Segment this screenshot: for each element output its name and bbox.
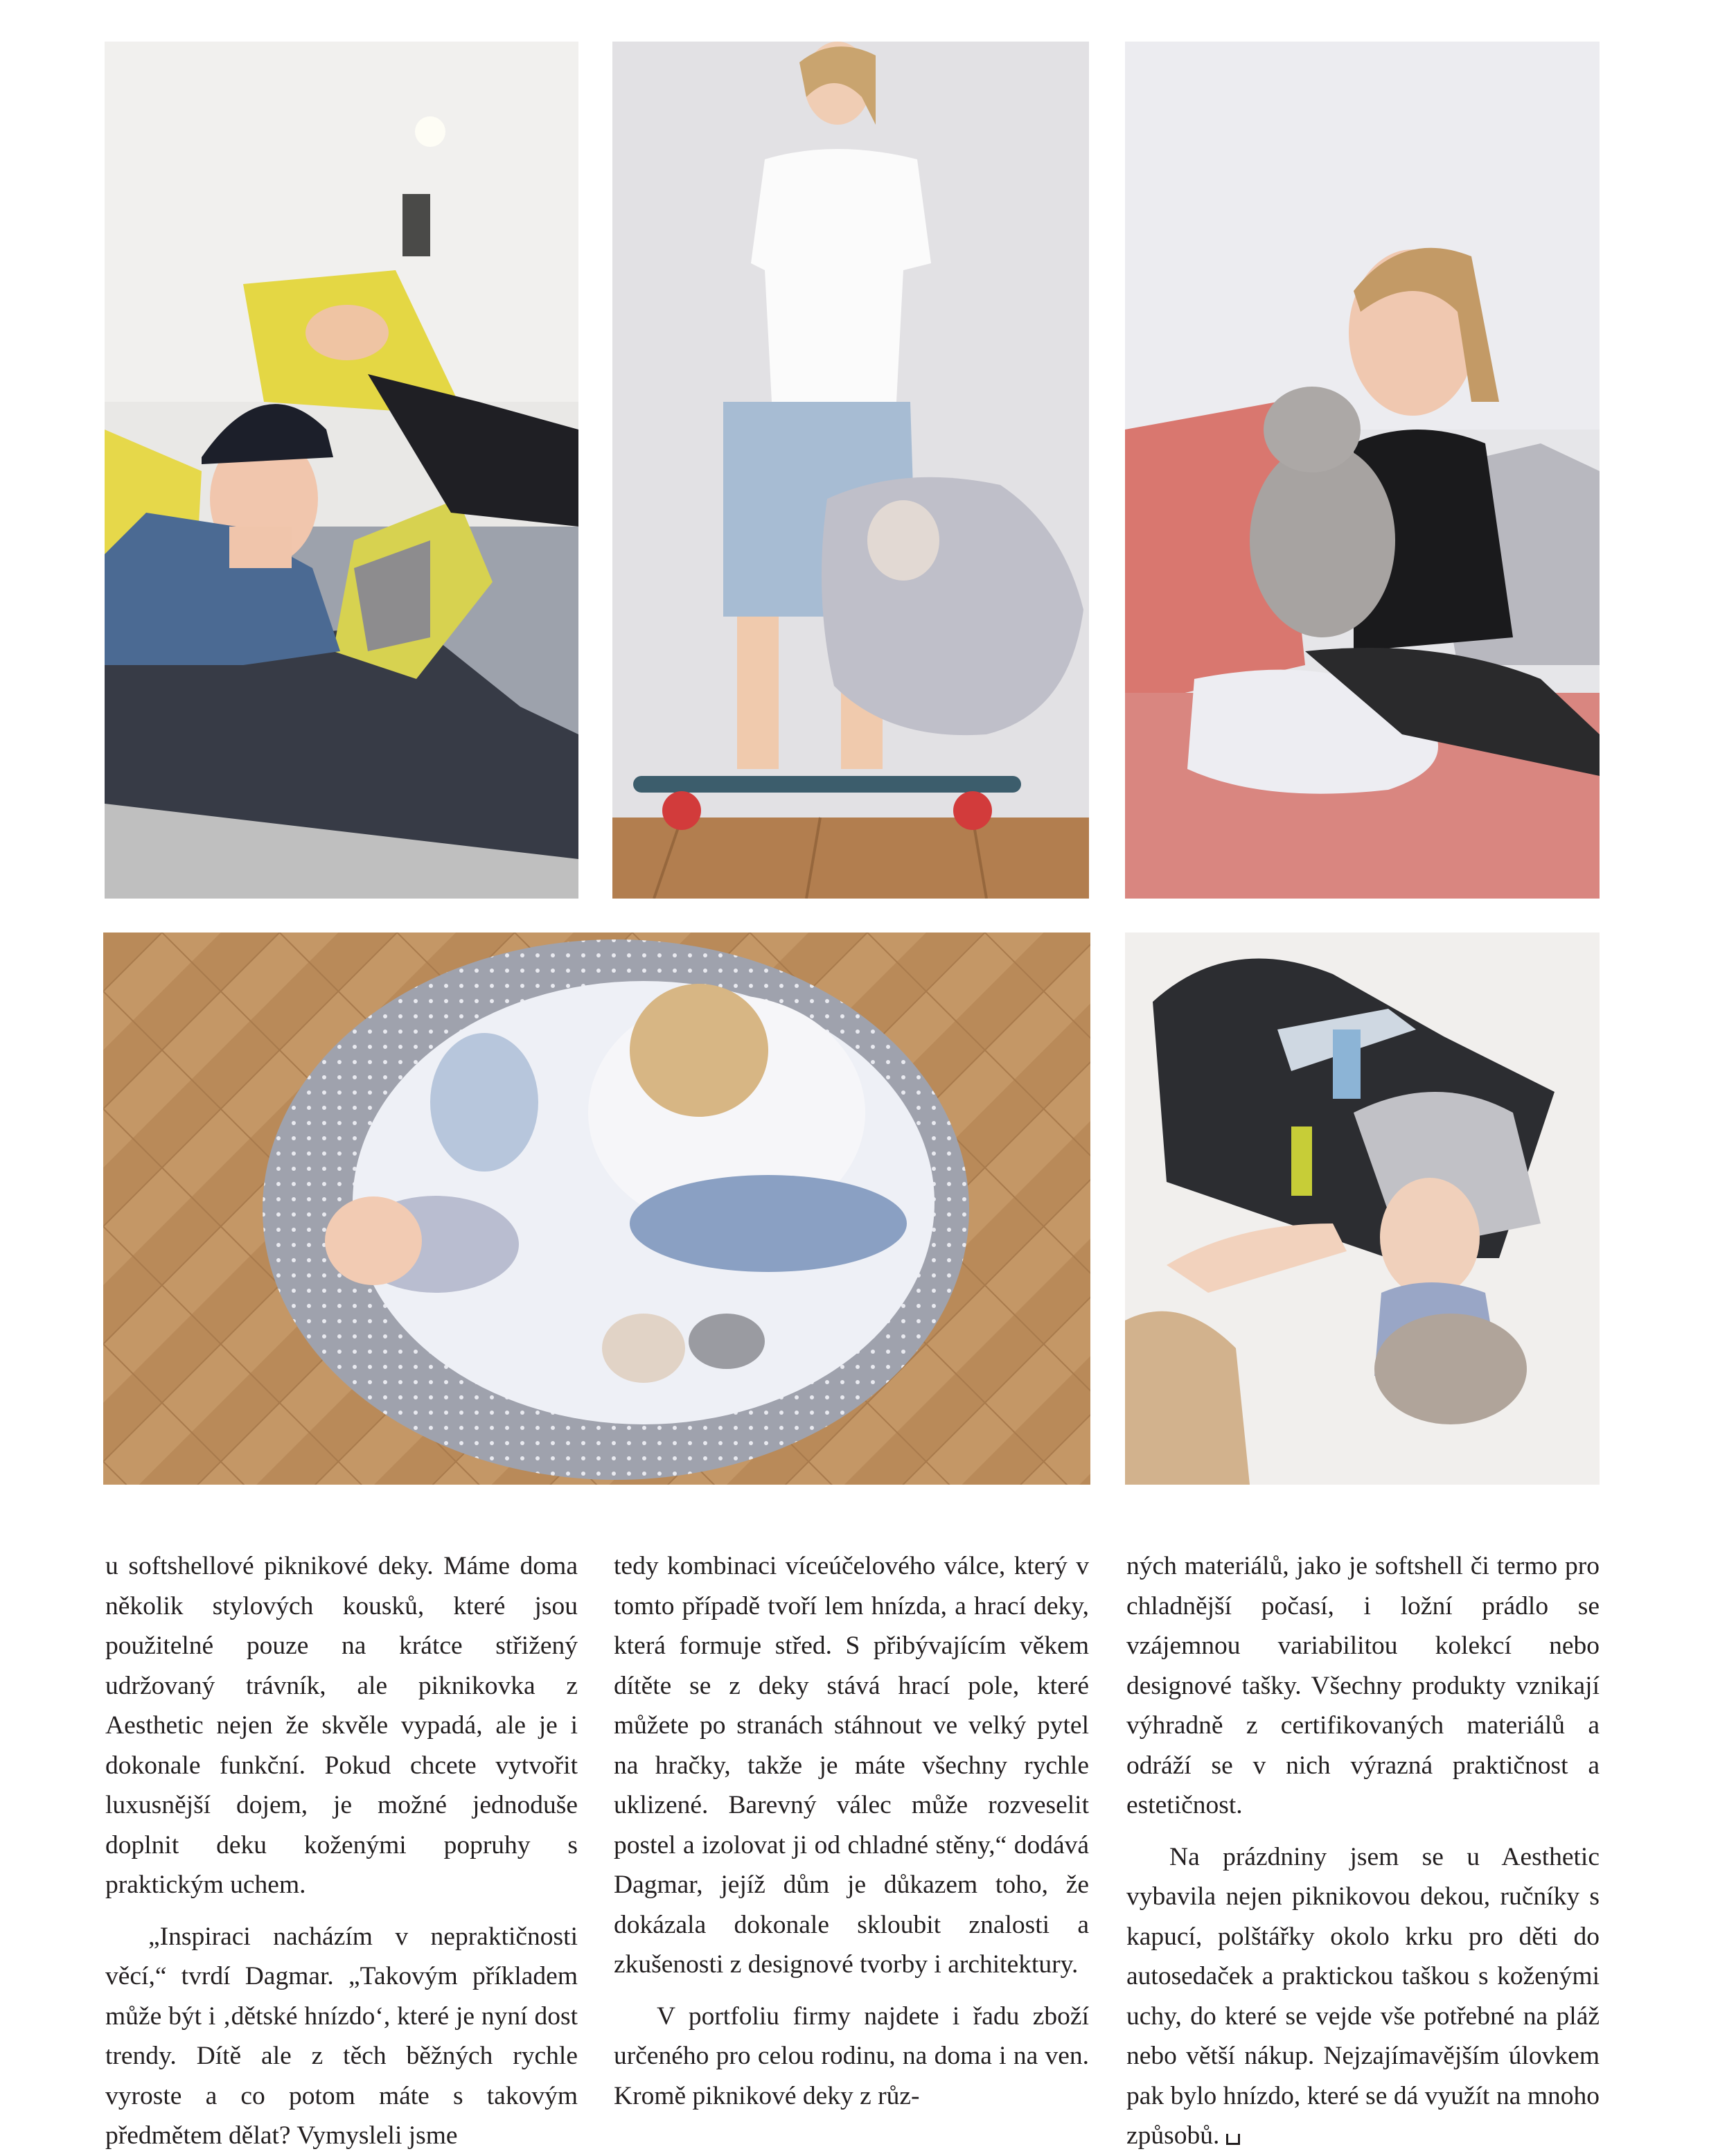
article-paragraph: tedy kombinaci víceúčelového válce, který v tomto případě tvoří lem hnízda, a hrací deky, která formuje střed. S přibývajícím věkem dítěte se z deky stává hrací pole, které můžete po stranách stáhnout ve velký pytel na hračky, takže je máte všechny rychle uklizené. Barevný válec může rozveselit postel a izolovat ji od chladné stěny,“ dodává Dagmar, jejíž dům je důkazem toho, že dokázala dokonale skloubit znalosti a zkušenosti z designové tvorby i architektury. <box>614 1552 1089 1979</box>
photo-baby-changing-bag <box>1125 933 1600 1485</box>
article-end-square-icon <box>1226 2134 1240 2145</box>
photo-girl-with-teddy <box>1125 42 1600 899</box>
photo-baby-nest-floor <box>103 933 1090 1485</box>
article-column-1 <box>105 1546 578 2156</box>
article-paragraph-text: Na prázdniny jsem se u Aesthetic vybavila nejen piknikovou dekou, ručníky s kapucí, polštářky okolo krku pro děti do autosedaček a praktickou taškou s koženými uchy, do které se vejde vše potřebné na pláž nebo větší nákup. Nejzajímavějším úlovkem pak bylo hnízdo, které se dá využít na mnoho způsobů. <box>1126 1842 1600 2150</box>
photo-baby-changing-bag-image <box>1125 933 1600 1485</box>
article-paragraph: V portfoliu firmy najdete i řadu zboží určeného pro celou rodinu, na doma i na ven. Kromě piknikové deky z růz- <box>614 2002 1089 2110</box>
article-column-2 <box>614 1546 1089 2116</box>
photo-baby-nest-floor-image <box>103 933 1090 1485</box>
photo-girl-cap-on-sofa <box>105 42 578 899</box>
photo-girl-skateboard-bag-image <box>612 42 1089 899</box>
article-paragraph <box>1126 1837 1600 2156</box>
photo-girl-skateboard-bag <box>612 42 1089 899</box>
photo-girl-cap-on-sofa-image <box>105 42 578 899</box>
article-column-3 <box>1126 1546 1600 2156</box>
photo-girl-with-teddy-image <box>1125 42 1600 899</box>
article-paragraph: u softshellové piknikové deky. Máme doma několik stylových kousků, které jsou použitelné pouze na krátce střižený udržovaný trávník, ale piknikovka z Aesthetic nejen že skvěle vypadá, ale je i dokonale funkční. Pokud chcete vytvořit luxusnější dojem, je možné jednoduše doplnit deku koženými popruhy s praktickým uchem. <box>105 1552 578 1899</box>
article-paragraph: „Inspiraci nacházím v nepraktičnosti věcí,“ tvrdí Dagmar. „Takovým příkladem může být i ‚dětské hnízdo‘, které je nyní dost trendy. Dítě ale z těch běžných rychle vyroste a co potom máte s takovým předmětem dělat? Vymysleli jsme <box>105 1922 578 2150</box>
article-paragraph: ných materiálů, jako je softshell či termo pro chladnější počasí, i ložní prádlo se vzájemnou variabilitou kolekcí nebo designové tašky. Všechny produkty vznikají výhradně z certifikovaných materiálů a odráží se v nich výrazná praktičnost a estetičnost. <box>1126 1552 1600 1819</box>
